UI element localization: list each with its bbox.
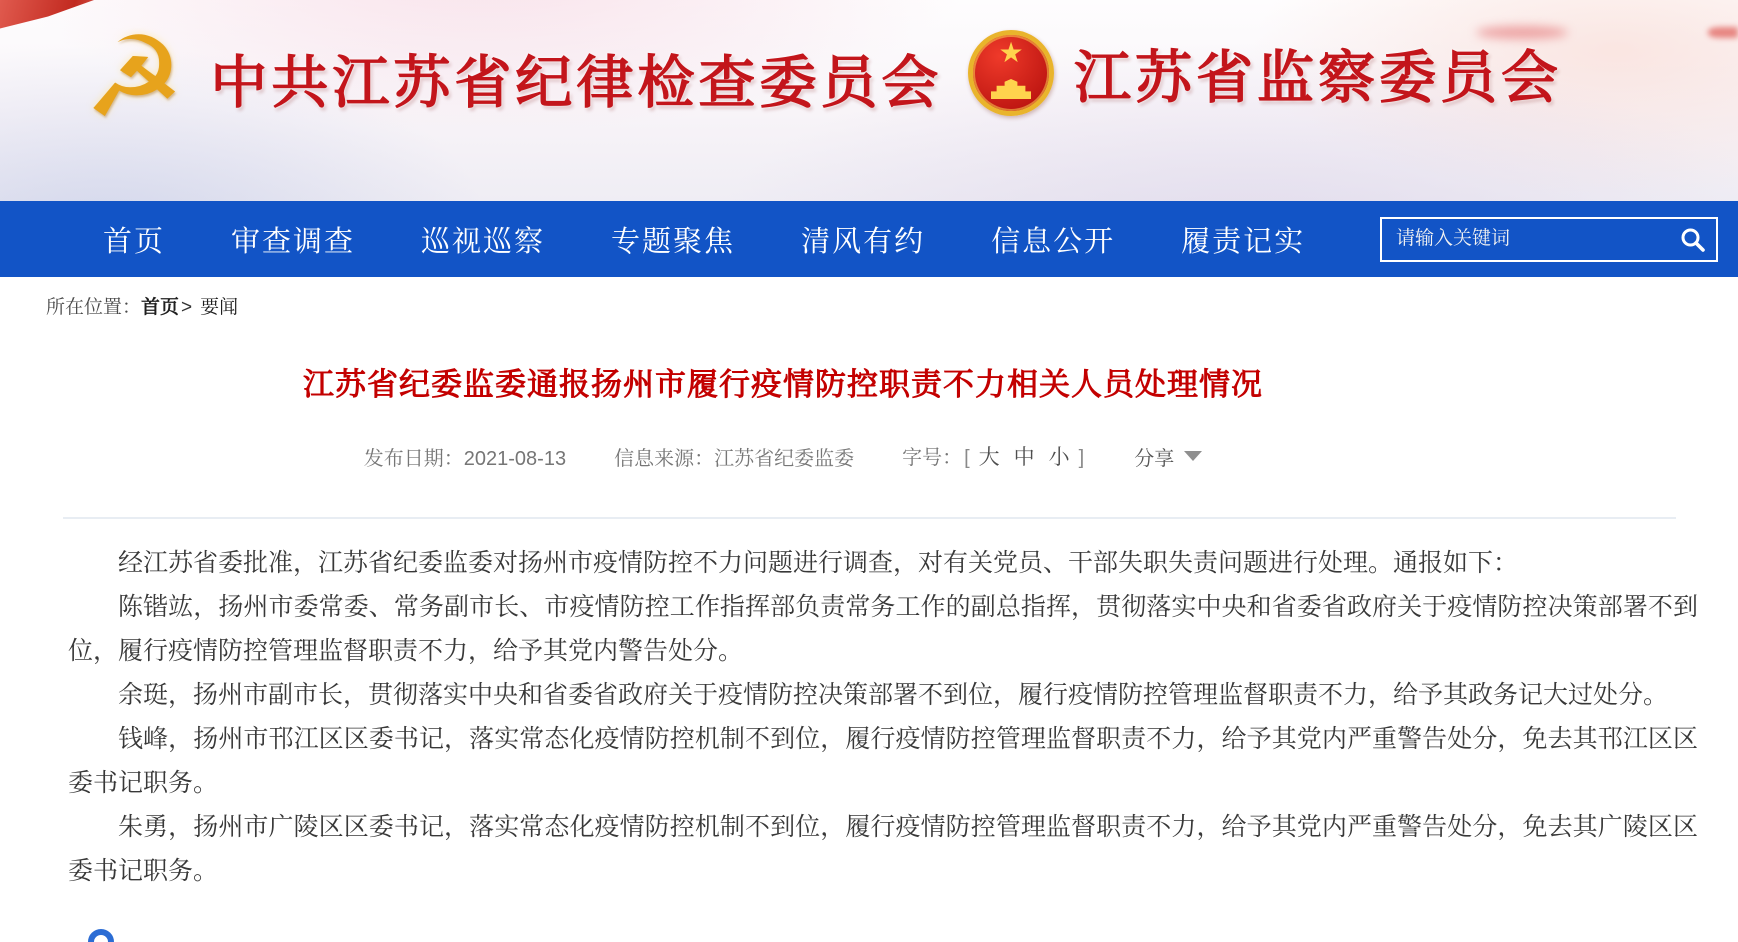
- article-paragraph: 经江苏省委批准，江苏省纪委监委对扬州市疫情防控不力问题进行调查，对有关党员、干部失职失责问题进行处理。通报如下：: [118, 549, 1519, 577]
- breadcrumb-home-link[interactable]: 首页: [141, 297, 180, 318]
- nav-item-inspection[interactable]: 巡视巡察: [421, 225, 546, 258]
- emblem-gate-icon: [991, 79, 1031, 99]
- banner-edge-decoration: [1708, 27, 1738, 38]
- header-divider: [63, 517, 1676, 519]
- emblem-star-icon: ★: [998, 37, 1024, 68]
- breadcrumb: [0, 277, 1738, 319]
- font-size-large-button[interactable]: 大: [978, 446, 1000, 469]
- breadcrumb-separator: >: [181, 297, 193, 318]
- info-source: [614, 442, 854, 471]
- supervisory-commission-title: 江苏省监察委员会: [1074, 47, 1562, 110]
- font-size-label: 字号：: [902, 447, 963, 469]
- footer-decoration: [88, 929, 114, 942]
- share-label: 分享: [1134, 447, 1175, 470]
- supervisory-commission-logo-group: [968, 30, 1562, 116]
- breadcrumb-label: 所在位置：: [46, 297, 142, 318]
- article-body: [68, 541, 1698, 893]
- nav-item-investigation[interactable]: 审查调查: [231, 225, 356, 258]
- breadcrumb-section-link[interactable]: 要闻: [200, 297, 239, 318]
- site-banner: [0, 0, 1738, 201]
- nav-item-special-topics[interactable]: 专题聚焦: [611, 225, 736, 258]
- info-source-value: 江苏省纪委监委: [714, 447, 855, 470]
- article-paragraph: 余珽，扬州市副市长，贯彻落实中央和省委省政府关于疫情防控决策部署不到位，履行疫情防控管理监督职责不力，给予其政务记大过处分。: [118, 681, 1669, 709]
- search-icon: [1679, 226, 1706, 253]
- hammer-and-sickle-icon: ☭: [84, 15, 185, 140]
- discipline-commission-logo-group: [84, 15, 943, 140]
- search-input[interactable]: [1394, 227, 1677, 251]
- font-size-small-button[interactable]: 小: [1048, 446, 1070, 469]
- article-title: 江苏省纪委监委通报扬州市履行疫情防控职责不力相关人员处理情况: [303, 367, 1263, 402]
- font-size-bracket-close: ]: [1078, 447, 1085, 469]
- caret-down-icon: [1184, 451, 1202, 461]
- article-paragraph: 陈锴竑，扬州市委常委、常务副市长、市疫情防控工作指挥部负责常务工作的副总指挥，贯彻落实中央和省委省政府关于疫情防控决策部署不到位，履行疫情防控管理监督职责不力，给予其党内警告处分。: [68, 593, 1698, 665]
- font-size-medium-button[interactable]: 中: [1013, 446, 1035, 469]
- info-source-label: 信息来源：: [614, 447, 715, 470]
- nav-item-duty-records[interactable]: 履责记实: [1181, 225, 1306, 258]
- nav-item-information-disclosure[interactable]: 信息公开: [991, 225, 1116, 258]
- article: [0, 359, 1738, 893]
- publish-date-label: 发布日期：: [363, 447, 464, 470]
- nav-item-qingfeng[interactable]: 清风有约: [801, 225, 926, 258]
- national-emblem-icon: [968, 30, 1054, 116]
- main-nav: [0, 201, 1738, 277]
- discipline-commission-title: 中共江苏省纪律检查委员会: [210, 52, 943, 115]
- share-button[interactable]: [1134, 442, 1202, 471]
- publish-date: [364, 442, 566, 471]
- search-box[interactable]: [1380, 217, 1718, 262]
- article-paragraph: 钱峰，扬州市邗江区区委书记，落实常态化疫情防控机制不到位，履行疫情防控管理监督职责不力，给予其党内严重警告处分，免去其邗江区区委书记职务。: [68, 725, 1698, 797]
- article-header: [63, 359, 1503, 471]
- search-button[interactable]: [1677, 224, 1708, 255]
- article-paragraph: 朱勇，扬州市广陵区区委书记，落实常态化疫情防控机制不到位，履行疫情防控管理监督职责不力，给予其党内严重警告处分，免去其广陵区区委书记职务。: [68, 813, 1698, 885]
- font-size-control: [902, 441, 1086, 471]
- font-size-bracket-open: [: [964, 447, 970, 469]
- nav-item-home[interactable]: 首页: [103, 225, 166, 258]
- article-meta: [63, 441, 1503, 471]
- publish-date-value: 2021-08-13: [463, 447, 567, 470]
